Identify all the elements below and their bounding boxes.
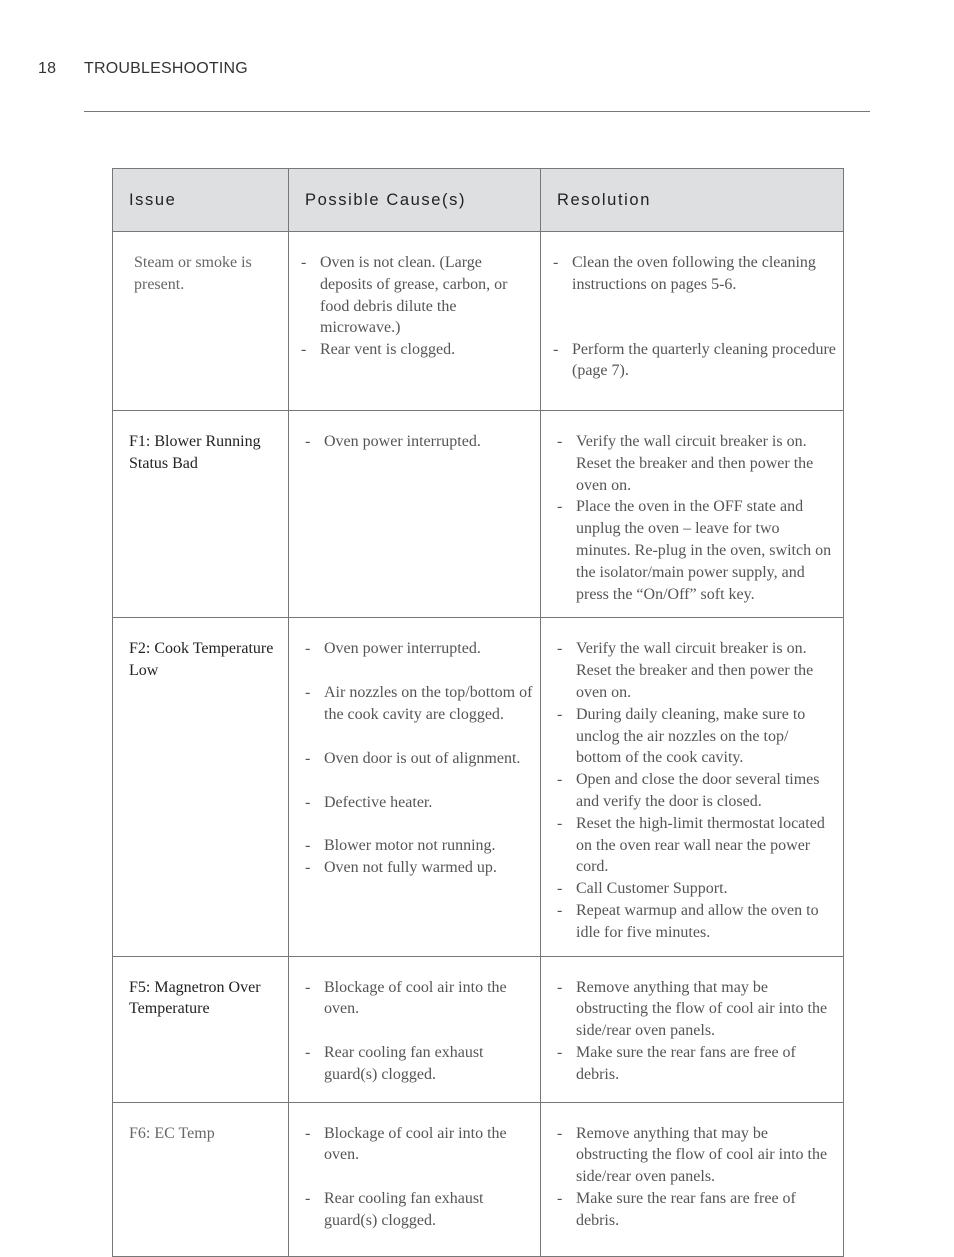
cause-item: - Oven power interrupted. — [305, 431, 534, 453]
cause-item: - Defective heater. — [305, 792, 534, 814]
troubleshooting-table — [112, 168, 844, 1257]
resolution-item: - Make sure the rear fans are free of debris. — [557, 1188, 837, 1232]
section-title: TROUBLESHOOTING — [84, 60, 248, 77]
resolution-cell — [541, 232, 844, 411]
resolution-item: - Place the oven in the OFF state and unplug the oven – leave for two minutes. Re-plug in the oven, switch on the isolator/main power supply, and press the “On/Off” soft key. — [557, 496, 837, 605]
resolution-item: - During daily cleaning, make sure to unclog the air nozzles on the top/ bottom of the cook cavity. — [557, 704, 837, 769]
page-header — [38, 60, 248, 78]
resolution-item: - Remove anything that may be obstructing the flow of cool air into the side/rear oven panels. — [557, 977, 837, 1042]
cause-item: - Blower motor not running. — [305, 835, 534, 857]
column-header-issue: Issue — [113, 169, 289, 232]
issue-cell: Steam or smoke is present. — [113, 232, 289, 411]
cause-cell — [289, 618, 541, 956]
resolution-item: - Make sure the rear fans are free of debris. — [557, 1042, 837, 1086]
resolution-cell — [541, 956, 844, 1102]
cause-cell — [289, 956, 541, 1102]
table-row — [113, 618, 844, 956]
cause-item: - Oven is not clean. (Large deposits of grease, carbon, or food debris dilute the microwave.) — [301, 252, 534, 339]
table-row — [113, 232, 844, 411]
cause-cell — [289, 411, 541, 618]
issue-cell: F2: Cook Temperature Low — [113, 618, 289, 956]
resolution-item: - Reset the high-limit thermostat located on the oven rear wall near the power cord. — [557, 813, 837, 878]
cause-item: - Blockage of cool air into the oven. — [305, 977, 534, 1021]
cause-item: - Rear cooling fan exhaust guard(s) clogged. — [305, 1188, 534, 1232]
issue-cell: F5: Magnetron Over Temperature — [113, 956, 289, 1102]
resolution-item: - Call Customer Support. — [557, 878, 837, 900]
column-header-resolution: Resolution — [541, 169, 844, 232]
cause-item: - Air nozzles on the top/bottom of the cook cavity are clogged. — [305, 682, 534, 726]
resolution-item: - Clean the oven following the cleaning instructions on pages 5-6. — [553, 252, 837, 296]
cause-cell — [289, 1102, 541, 1256]
table-row — [113, 411, 844, 618]
cause-cell — [289, 232, 541, 411]
cause-item: - Blockage of cool air into the oven. — [305, 1123, 534, 1167]
page-number: 18 — [38, 60, 57, 77]
cause-item: - Oven power interrupted. — [305, 638, 534, 660]
issue-cell: F1: Blower Running Status Bad — [113, 411, 289, 618]
resolution-item: - Repeat warmup and allow the oven to idle for five minutes. — [557, 900, 837, 944]
table-row — [113, 1102, 844, 1256]
resolution-item: - Open and close the door several times and verify the door is closed. — [557, 769, 837, 813]
cause-item: - Rear vent is clogged. — [301, 339, 534, 361]
table-row — [113, 956, 844, 1102]
table-header-row — [113, 169, 844, 232]
resolution-item: - Verify the wall circuit breaker is on. Reset the breaker and then power the oven on. — [557, 638, 837, 703]
resolution-cell — [541, 1102, 844, 1256]
resolution-item: - Verify the wall circuit breaker is on. Reset the breaker and then power the oven on. — [557, 431, 837, 496]
issue-cell: F6: EC Temp — [113, 1102, 289, 1256]
cause-item: - Rear cooling fan exhaust guard(s) clogged. — [305, 1042, 534, 1086]
column-header-cause: Possible Cause(s) — [289, 169, 541, 232]
resolution-item: - Remove anything that may be obstructing the flow of cool air into the side/rear oven panels. — [557, 1123, 837, 1188]
cause-item: - Oven not fully warmed up. — [305, 857, 534, 879]
resolution-cell — [541, 411, 844, 618]
header-divider — [84, 111, 870, 112]
resolution-cell — [541, 618, 844, 956]
cause-item: - Oven door is out of alignment. — [305, 748, 534, 770]
resolution-item: - Perform the quarterly cleaning procedure (page 7). — [553, 339, 837, 383]
